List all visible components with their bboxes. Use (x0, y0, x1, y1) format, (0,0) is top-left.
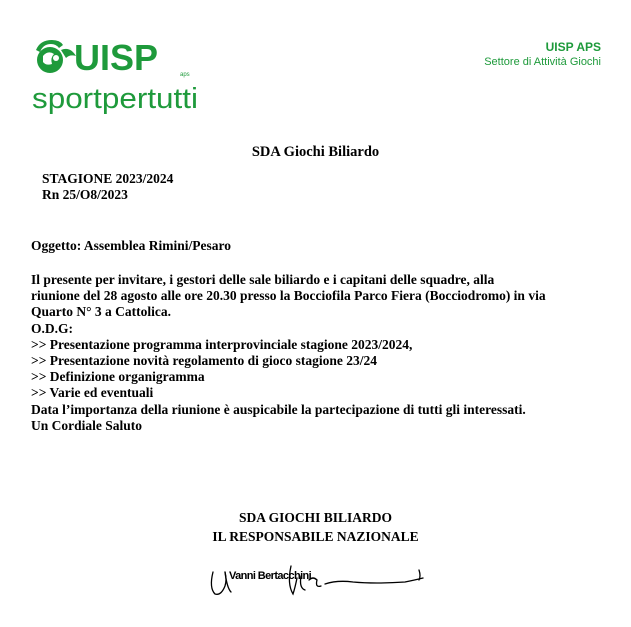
signature-scribble (205, 558, 430, 608)
agenda-item: >> Presentazione novità regolamento di gioco stagione 23/24 (31, 353, 377, 369)
uisp-logo-graphic (30, 36, 205, 120)
signature (205, 558, 430, 608)
agenda-item: >> Varie ed eventuali (31, 385, 154, 401)
logo-suffix-text: aps (180, 72, 190, 78)
season-block (42, 171, 173, 203)
closing-block (0, 508, 631, 546)
org-sector: Settore di Attività Giochi (484, 56, 601, 68)
logo-tagline-text: sportpertutti (32, 83, 198, 115)
intro-line: Il presente per invitare, i gestori delle sale biliardo e i capitani delle squadre, alla (31, 272, 495, 287)
greeting-line: Un Cordiale Saluto (31, 417, 143, 433)
agenda-item: >> Presentazione programma interprovinciale stagione 2023/2024, (31, 336, 413, 352)
reference-number: Rn 25/O8/2023 (42, 187, 128, 202)
org-header (484, 40, 601, 69)
signature-name: Vanni Bertacchini (229, 570, 312, 582)
subject-line: Oggetto: Assemblea Rimini/Pesaro (31, 238, 231, 253)
org-name: UISP APS (545, 40, 601, 54)
letter-body (31, 272, 606, 434)
intro-line: riunione del 28 agosto alle ore 20.30 presso la Bocciofila Parco Fiera (Bocciodromo) in via (31, 288, 546, 304)
closing-dept: SDA GIOCHI BILIARDO (238, 510, 393, 525)
season-line: STAGIONE 2023/2024 (42, 171, 174, 186)
document-title: SDA Giochi Biliardo (251, 144, 380, 160)
importance-line: Data l’importanza della riunione è auspicabile la partecipazione di tutti gli interessati. (31, 401, 526, 417)
intro-line: Quarto N° 3 a Cattolica. (31, 304, 172, 320)
logo-brand-text: UISP (74, 37, 159, 78)
closing-role: IL RESPONSABILE NAZIONALE (212, 529, 419, 544)
uisp-logo (30, 36, 205, 120)
agenda-heading: O.D.G: (31, 320, 73, 336)
agenda-item: >> Definizione organigramma (31, 369, 205, 385)
